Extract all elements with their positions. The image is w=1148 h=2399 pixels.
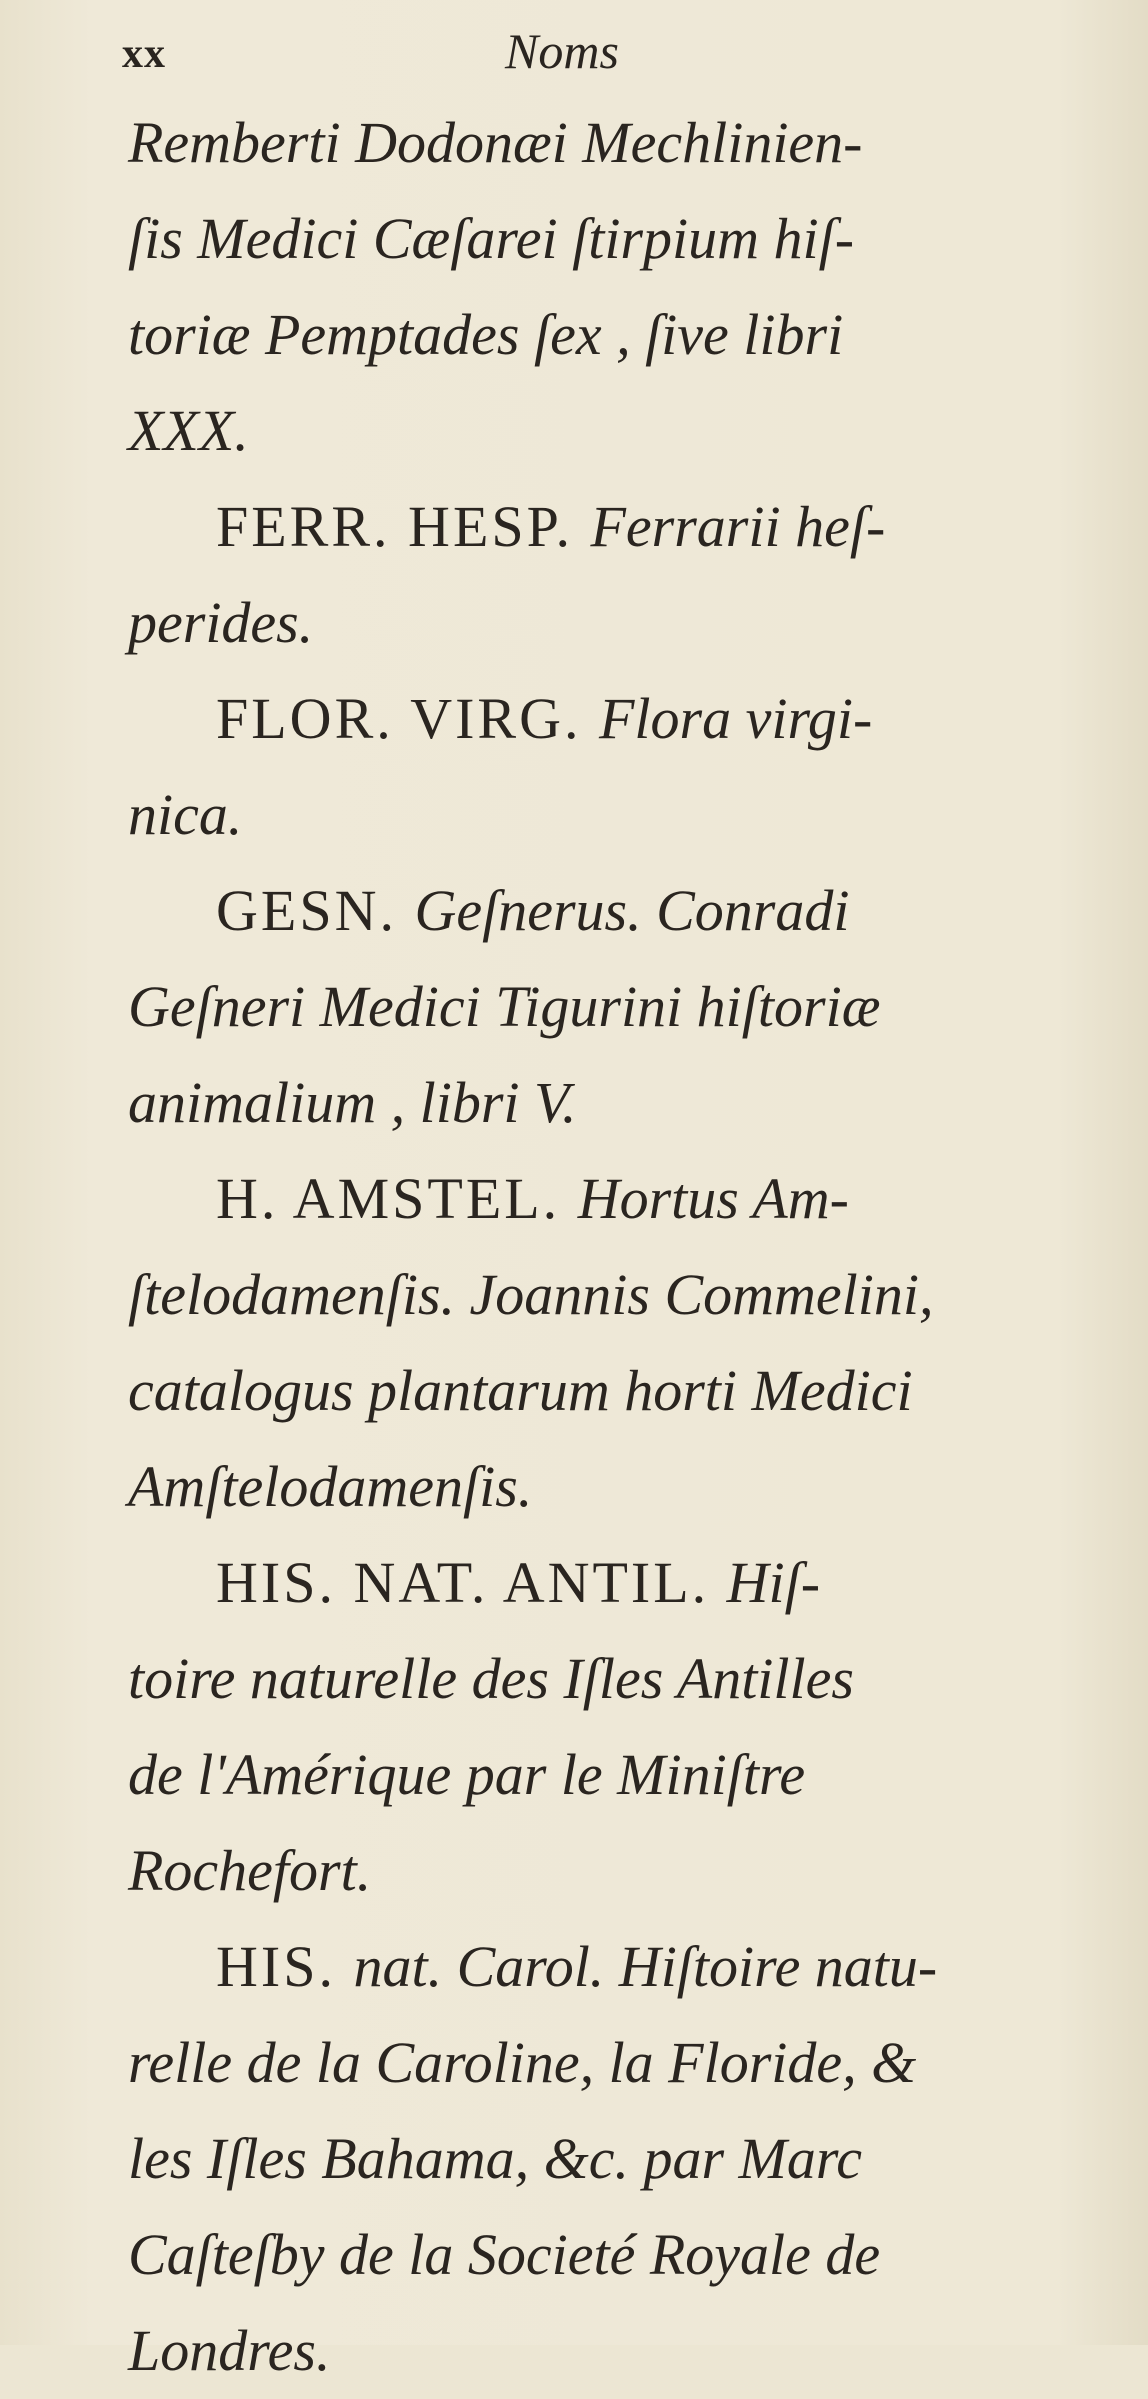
text-line [128, 767, 1073, 863]
text-line [128, 287, 1073, 383]
italic-text: Flora virgi- [598, 686, 873, 751]
abbreviation-caps: HIS. [216, 1934, 354, 1999]
italic-text: relle de la Caroline, la Floride, & [128, 2030, 917, 2095]
abbreviation-caps: GESN. [216, 878, 415, 943]
italic-text: Hiſ- [726, 1550, 821, 1615]
text-line [128, 1343, 1073, 1439]
text-line [128, 1631, 1073, 1727]
text-line [128, 383, 1073, 479]
italic-text: perides. [128, 590, 314, 655]
italic-text: XXX. [128, 398, 249, 463]
italic-text: Hortus Am- [577, 1166, 849, 1231]
text-line [128, 1535, 1073, 1631]
italic-text: Geſneri Medici Tigurini hiſtoriæ [128, 974, 881, 1039]
italic-text: de l'Amérique par le Miniſtre [128, 1742, 806, 1807]
italic-text: Geſnerus. Conradi [414, 878, 850, 943]
italic-text: Rochefort. [128, 1838, 372, 1903]
text-line [128, 2303, 1073, 2399]
abbreviation-caps: H. AMSTEL. [216, 1166, 578, 1231]
text-line [128, 1055, 1073, 1151]
text-line [128, 1439, 1073, 1535]
italic-text: catalogus plantarum horti Medici [128, 1358, 913, 1423]
italic-text: Amſtelodamenſis. [128, 1454, 533, 1519]
italic-text: Londres. [128, 2318, 331, 2383]
text-line [128, 1151, 1073, 1247]
page-body-text [128, 95, 1073, 2399]
text-line [128, 575, 1073, 671]
text-line [128, 959, 1073, 1055]
abbreviation-caps: FERR. HESP. [216, 494, 591, 559]
text-line [128, 2015, 1073, 2111]
italic-text: toire naturelle des Iſles Antilles [128, 1646, 854, 1711]
italic-text: ſis Medici Cæſarei ſtirpium hiſ- [128, 206, 855, 271]
page-number: xx [122, 31, 166, 77]
text-line [128, 95, 1073, 191]
abbreviation-caps: FLOR. VIRG. [216, 686, 599, 751]
italic-text: toriæ Pemptades ſex , ſive libri [128, 302, 844, 367]
italic-text: Caſteſby de la Societé Royale de [128, 2222, 881, 2287]
text-line [128, 479, 1073, 575]
text-line [128, 1919, 1073, 2015]
italic-text: nat. Carol. Hiſtoire natu- [353, 1934, 938, 1999]
italic-text: Remberti Dodonæi Mechlinien- [128, 110, 863, 175]
text-line [128, 863, 1073, 959]
italic-text: Ferrarii heſ- [590, 494, 886, 559]
text-line [128, 2111, 1073, 2207]
italic-text: les Iſles Bahama, &c. par Marc [128, 2126, 863, 2191]
text-line [128, 1727, 1073, 1823]
text-line [128, 671, 1073, 767]
italic-text: nica. [128, 782, 243, 847]
text-line [128, 1247, 1073, 1343]
running-title: Noms [505, 23, 619, 79]
text-line [128, 2207, 1073, 2303]
text-line [128, 191, 1073, 287]
italic-text: ſtelodamenſis. Joannis Commelini, [128, 1262, 934, 1327]
text-line [128, 1823, 1073, 1919]
abbreviation-caps: HIS. NAT. ANTIL. [216, 1550, 727, 1615]
italic-text: animalium , libri V. [128, 1070, 577, 1135]
